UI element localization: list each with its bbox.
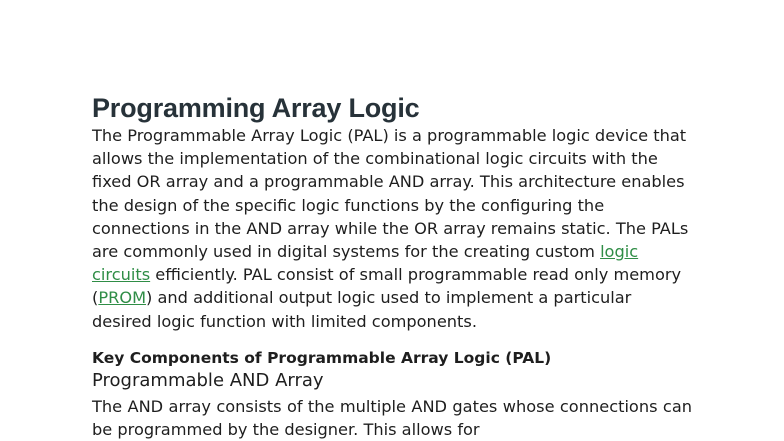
section-heading: Key Components of Programmable Array Logic (PAL) xyxy=(92,348,552,367)
intro-text-part-1: The Programmable Array Logic (PAL) is a programmable logic device that allows the implementation of the combinational logic circuits with the fixed OR array and a programmable AND array. This architecture enables the design of the specific logic functions by the configuring the connections in the AND array while the OR array remains static. The PALs are commonly used in digital systems for the creating custom xyxy=(92,126,689,262)
page-title: Programming Array Logic xyxy=(92,93,420,123)
subsection-paragraph: The AND array consists of the multiple AND gates whose connections can be programmed by the designer. This allows for xyxy=(92,396,692,440)
intro-text-part-3: ) and additional output logic used to implement a particular desired logic function with limited components. xyxy=(92,288,632,331)
logic-circuits-link[interactable]: logic circuits xyxy=(92,242,639,285)
article xyxy=(92,92,692,441)
subsection-heading: Programmable AND Array xyxy=(92,369,324,391)
intro-paragraph xyxy=(92,124,692,333)
prom-link[interactable]: PROM xyxy=(98,288,147,308)
intro-text-part-2: efficiently. PAL consist of small programmable read only memory ( xyxy=(92,265,682,308)
